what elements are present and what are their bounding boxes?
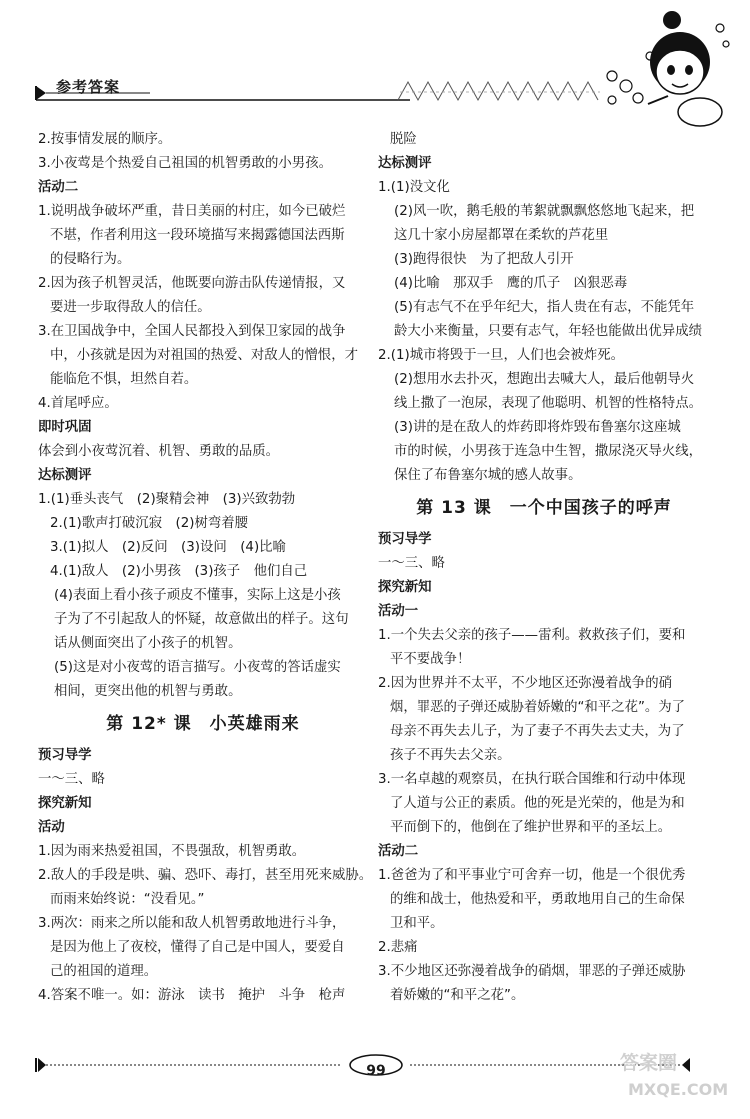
section-heading: 预习导学 — [378, 532, 432, 547]
answer-line: 3.一名卓越的观察员，在执行联合国维和行动中体现 — [378, 772, 686, 787]
answer-line: 2.因为孩子机智灵活，他既要向游击队传递情报，又 — [38, 276, 346, 291]
footer-arrow-icon — [38, 1058, 46, 1072]
left-column — [38, 128, 373, 1008]
page-number: 99 — [366, 1063, 386, 1079]
header-decoration — [0, 0, 750, 130]
answer-line: 2.敌人的手段是哄、骗、恐吓、毒打，甚至用死来威胁。 — [38, 868, 373, 883]
section-heading: 探究新知 — [38, 796, 92, 811]
answer-line: 烟，罪恶的子弹还威胁着娇嫩的“和平之花”。为了 — [390, 700, 686, 715]
answer-line: 脱险 — [390, 132, 417, 147]
answer-line: (3)跑得很快 为了把敌人引开 — [394, 252, 574, 267]
answer-line: 2.因为世界并不太平，不少地区还弥漫着战争的硝 — [378, 676, 672, 691]
answer-line: 一～三、略 — [38, 772, 105, 787]
answer-line: 4.首尾呼应。 — [38, 396, 118, 411]
answer-line: 是因为他上了夜校，懂得了自己是中国人，要爱自 — [50, 940, 345, 955]
answer-line: 1.(1)没文化 — [378, 180, 450, 195]
answer-line: (3)讲的是在敌人的炸药即将炸毁布鲁塞尔这座城 — [394, 420, 681, 435]
section-heading: 活动一 — [378, 604, 419, 619]
header-arrow-icon — [36, 86, 46, 100]
answer-line: 卫和平。 — [390, 916, 444, 931]
answer-line: 3.(1)拟人 (2)反问 (3)设问 (4)比喻 — [50, 540, 286, 555]
answer-line: (2)风一吹，鹅毛般的苇絮就飘飘悠悠地飞起来，把 — [394, 204, 695, 219]
answer-line: 1.因为雨来热爱祖国，不畏强敌，机智勇敢。 — [38, 844, 306, 859]
section-heading: 达标测评 — [378, 156, 432, 171]
answer-line: 龄大小来衡量，只要有志气，年轻也能做出优异成绩 — [394, 324, 702, 339]
watermark-url: MXQE.COM — [628, 1080, 729, 1099]
answer-line: 中，小孩就是因为对祖国的热爱、对敌人的憎恨，才 — [50, 348, 358, 363]
answer-line: 2.(1)城市将毁于一旦，人们也会被炸死。 — [378, 348, 624, 363]
cartoon-girl-icon — [648, 11, 722, 126]
answer-line: 孩子不再失去父亲。 — [390, 748, 511, 763]
answer-line: 2.按事情发展的顺序。 — [38, 132, 172, 147]
answer-line: (2)想用水去扑灭，想跑出去喊大人，最后他朝导火 — [394, 372, 695, 387]
lesson-title: 第 12* 课 小英雄雨来 — [106, 714, 300, 734]
lesson-title: 第 13 课 一个中国孩子的呼声 — [416, 498, 672, 518]
answer-line: 1.说明战争破坏严重，昔日美丽的村庄，如今已破烂 — [38, 204, 346, 219]
zigzag-decoration — [398, 82, 598, 100]
answer-line: 的侵略行为。 — [50, 252, 131, 267]
answer-line: 而雨来始终说：“没看见。” — [50, 892, 205, 907]
answer-line: 2.(1)歌声打破沉寂 (2)树弯着腰 — [50, 516, 249, 531]
answer-line: 能临危不惧，坦然自若。 — [50, 372, 198, 387]
answer-line: 3.不少地区还弥漫着战争的硝烟，罪恶的子弹还威胁 — [378, 964, 686, 979]
answer-line: 的维和战士，他热爱和平，勇敢地用自己的生命保 — [390, 892, 685, 907]
answer-line: 体会到小夜莺沉着、机智、勇敢的品质。 — [38, 444, 280, 459]
section-heading: 预习导学 — [38, 748, 92, 763]
answer-line: 1.一个失去父亲的孩子——雷利。救救孩子们，要和 — [378, 628, 686, 643]
header-title: 参考答案 — [56, 78, 121, 96]
answer-line: (4)比喻 那双手 鹰的爪子 凶狠恶毒 — [394, 276, 628, 291]
answer-line: 3.两次：雨来之所以能和敌人机智勇敢地进行斗争， — [38, 916, 346, 931]
right-column — [378, 128, 710, 1008]
answer-line: 保住了布鲁塞尔城的感人故事。 — [394, 468, 582, 483]
answer-line: 子为了不引起敌人的怀疑，故意做出的样子。这句 — [54, 612, 349, 627]
section-heading: 活动二 — [38, 180, 79, 195]
answer-line: 话从侧面突出了小孩子的机智。 — [54, 636, 242, 651]
answer-line: 一～三、略 — [378, 556, 445, 571]
answer-line: 市的时候，小男孩于连急中生智，撒尿浇灭导火线， — [394, 444, 702, 459]
answer-line: 4.(1)敌人 (2)小男孩 (3)孩子 他们自己 — [50, 564, 308, 579]
answer-line: 线上撒了一泡尿，表现了他聪明、机智的性格特点。 — [394, 396, 702, 411]
answer-line: 2.悲痛 — [378, 940, 418, 955]
answer-line: 4.答案不唯一。如：游泳 读书 掩护 斗争 枪声 — [38, 988, 346, 1003]
section-heading: 活动二 — [378, 844, 419, 859]
answer-line: 1.(1)垂头丧气 (2)聚精会神 (3)兴致勃勃 — [38, 492, 296, 507]
answer-line: 1.爸爸为了和平事业宁可舍弃一切，他是一个很优秀 — [378, 868, 686, 883]
answer-line: 母亲不再失去儿子，为了妻子不再失去丈夫，为了 — [390, 724, 685, 739]
answer-line: 要进一步取得敌人的信任。 — [50, 300, 211, 315]
page-header — [0, 0, 750, 130]
answer-line: (4)表面上看小孩子顽皮不懂事，实际上这是小孩 — [54, 588, 341, 603]
answer-line: 着娇嫩的“和平之花”。 — [390, 988, 525, 1003]
section-heading: 达标测评 — [38, 468, 92, 483]
watermark-logo: 答案圈 — [620, 1052, 678, 1074]
answer-line: 这几十家小房屋都罩在柔软的芦花里 — [394, 228, 609, 243]
answer-line: 3.小夜莺是个热爱自己祖国的机智勇敢的小男孩。 — [38, 156, 332, 171]
answer-line: 3.在卫国战争中，全国人民都投入到保卫家园的战争 — [38, 324, 346, 339]
answer-line: (5)这是对小夜莺的语言描写。小夜莺的答话虚实 — [54, 660, 341, 675]
section-heading: 活动 — [38, 820, 65, 835]
section-heading: 探究新知 — [378, 580, 432, 595]
answer-line: 平不要战争！ — [390, 652, 471, 667]
answer-line: 了人道与公正的素质。他的死是光荣的，他是为和 — [390, 796, 685, 811]
answer-line: 不堪，作者利用这一段环境描写来揭露德国法西斯 — [50, 228, 345, 243]
answer-line: 平而倒下的，他倒在了维护世界和平的圣坛上。 — [390, 820, 672, 835]
section-heading: 即时巩固 — [38, 420, 92, 435]
answer-line: (5)有志气不在乎年纪大，指人贵在有志，不能凭年 — [394, 300, 695, 315]
answer-line: 相间，更突出他的机智与勇敢。 — [54, 684, 242, 699]
answer-line: 己的祖国的道理。 — [50, 964, 158, 979]
